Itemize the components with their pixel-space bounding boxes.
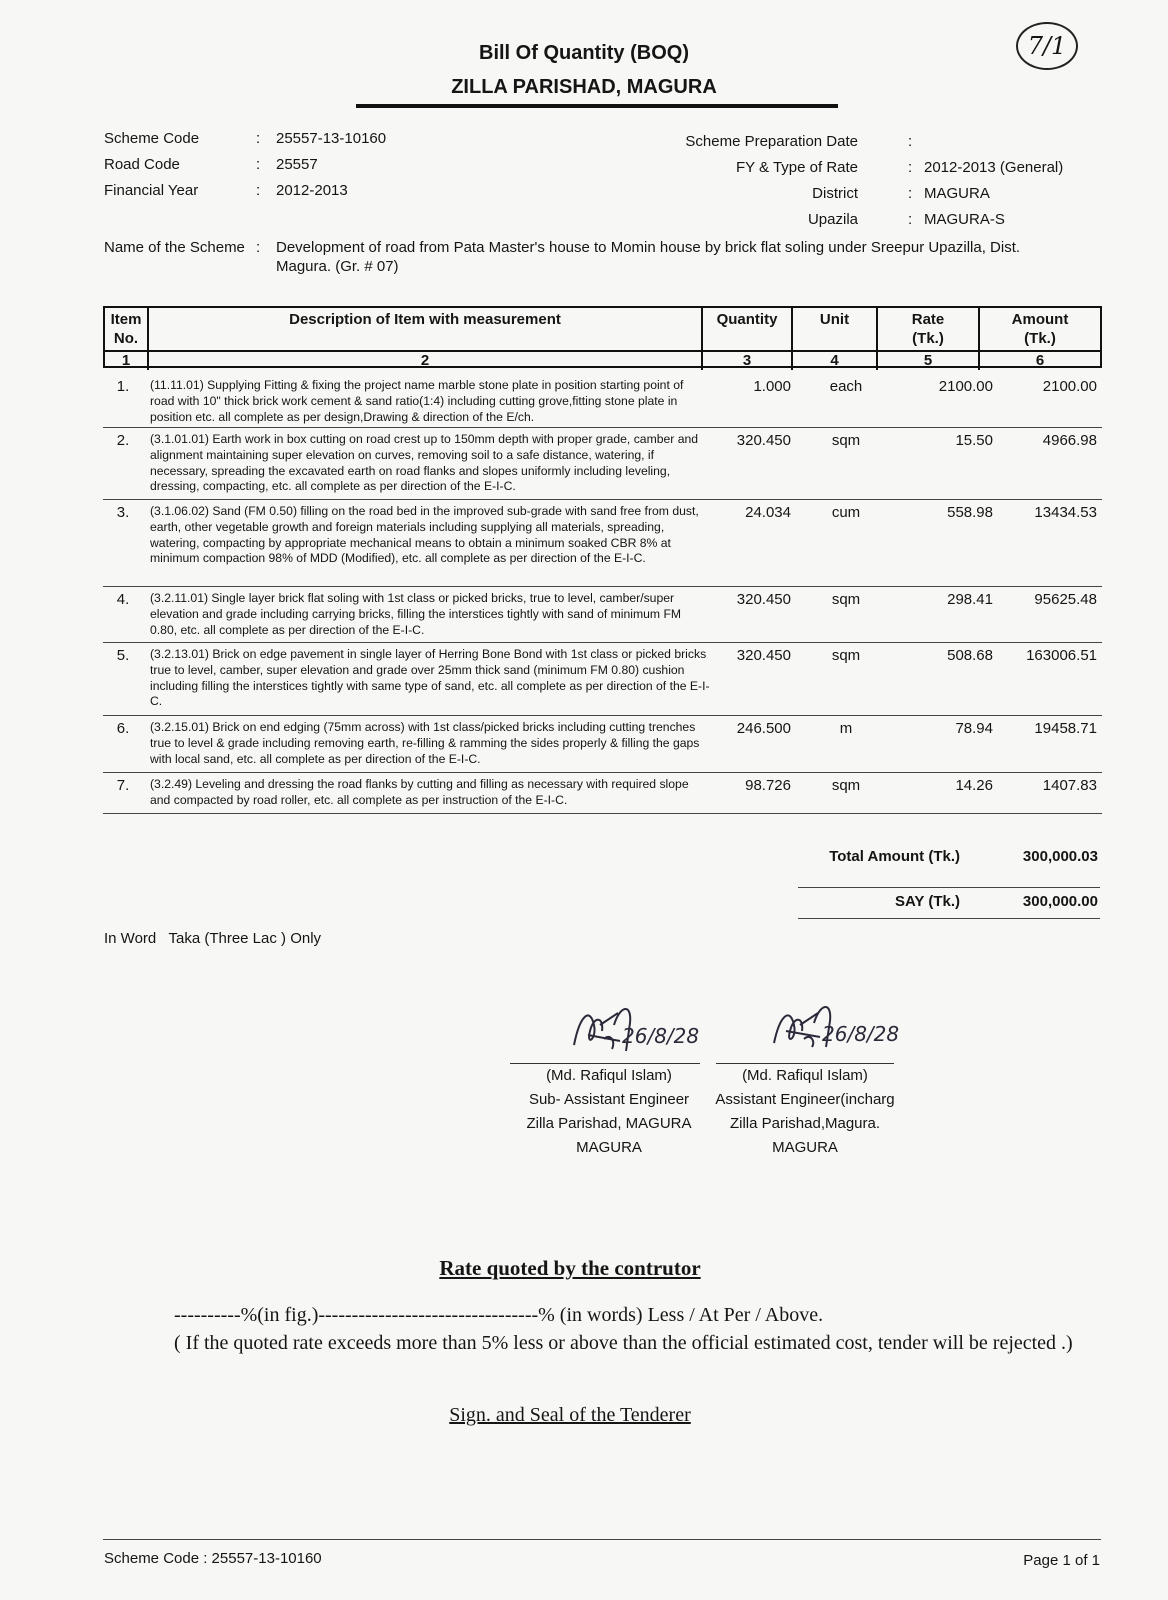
meta-label: District xyxy=(812,185,858,202)
signatory-assistant-engineer xyxy=(705,1064,905,1160)
meta-label: Scheme Code xyxy=(104,130,200,147)
item-quantity: 246.500 xyxy=(736,720,791,737)
signatory-name: (Md. Rafiqul Islam) xyxy=(742,1067,868,1084)
item-description: (3.1.06.02) Sand (FM 0.50) filling on the road bed in the improved sub-grade with sand free from dust, earth, other vegetable growth and foreign materials including supplying all materials, spreading, watering, compacting by appropriate mechanical means to obtain a minimum soaked CBR 8% at minimum compaction 98% of MDD (Modified), etc. all complete as per direction of the E-I-C. xyxy=(150,504,699,566)
page-mark: 7/1 xyxy=(1016,22,1078,70)
column-number: 3 xyxy=(703,352,793,370)
in-word-value: Taka (Three Lac ) Only xyxy=(168,930,322,947)
item-no: 4. xyxy=(116,591,130,608)
header-unit: Unit xyxy=(793,308,878,350)
meta-colon: : xyxy=(256,130,261,147)
signatory-title: Assistant Engineer(incharg xyxy=(715,1091,895,1108)
item-quantity: 320.450 xyxy=(736,591,791,608)
item-unit: sqm xyxy=(831,591,861,608)
signatory-name: (Md. Rafiqul Islam) xyxy=(546,1067,672,1084)
item-description: (11.11.01) Supplying Fitting & fixing the project name marble stone plate in position starting point of road with 10" thick brick work cement & sand ratio(1:4) including cutting grove,fitting stone plate in position etc. all complete as per design,Drawing & direction of the E/ch. xyxy=(150,378,684,424)
item-quantity: 1.000 xyxy=(753,378,791,395)
item-unit: sqm xyxy=(831,777,861,794)
rate-quote-title: Rate quoted by the contrutor xyxy=(439,1256,701,1280)
header-item-no: Item No. xyxy=(105,308,149,350)
item-description: (3.2.11.01) Single layer brick flat soling with 1st class or picked bricks, true to level, camber/super elevation and grade including carrying bricks, filling the interstices tightly with sand of minimum FM 0.80, etc. all complete as per direction of the E-I-C. xyxy=(150,591,682,637)
meta-colon: : xyxy=(908,211,913,228)
scheme-code-value: 25557-13-10160 xyxy=(276,130,387,147)
table-row xyxy=(103,374,1102,428)
item-no: 5. xyxy=(116,647,130,664)
meta-label: Scheme Preparation Date xyxy=(685,133,858,150)
document-title: Bill Of Quantity (BOQ) xyxy=(479,42,689,64)
item-rate: 14.26 xyxy=(955,777,993,794)
item-rate: 508.68 xyxy=(947,647,993,664)
district-value: MAGURA xyxy=(924,185,990,202)
table-row xyxy=(103,643,1102,716)
column-number: 2 xyxy=(149,352,703,370)
fy-rate-value: 2012-2013 (General) xyxy=(924,159,1064,176)
meta-left xyxy=(104,130,504,210)
header-amount: Amount (Tk.) xyxy=(1011,311,1069,347)
signatory-sub-assistant-engineer xyxy=(509,1064,709,1160)
item-quantity: 320.450 xyxy=(736,432,791,449)
item-unit: sqm xyxy=(831,432,861,449)
total-amount-value: 300,000.03 xyxy=(1022,848,1098,865)
table-row xyxy=(103,587,1102,643)
item-no: 3. xyxy=(116,504,130,521)
footer-page-number: Page 1 of 1 xyxy=(1023,1552,1100,1569)
signatory-org: Zilla Parishad,Magura. xyxy=(729,1115,881,1132)
meta-label: Financial Year xyxy=(104,182,199,199)
financial-year-value: 2012-2013 xyxy=(276,182,348,199)
column-number: 4 xyxy=(793,352,878,370)
table-row xyxy=(103,716,1102,773)
item-no: 6. xyxy=(116,720,130,737)
item-quantity: 320.450 xyxy=(736,647,791,664)
item-description: (3.2.15.01) Brick on end edging (75mm across) with 1st class/picked bricks including cutting trenches true to level & grade including removing earth, re-filling & ramming the sides properly & filling the gaps with local sand, etc. all complete as per direction of the E-I-C. xyxy=(150,720,700,766)
signature-1 xyxy=(560,995,710,1060)
item-quantity: 24.034 xyxy=(745,504,791,521)
column-number-row xyxy=(105,350,1100,370)
signatory-place: MAGURA xyxy=(576,1139,642,1156)
tenderer-sign-label: Sign. and Seal of the Tenderer xyxy=(449,1404,691,1426)
item-amount: 95625.48 xyxy=(1034,591,1097,608)
meta-right xyxy=(660,133,1100,243)
item-quantity: 98.726 xyxy=(745,777,791,794)
amount-in-words xyxy=(104,930,504,947)
scheme-name-value: Development of road from Pata Master's house to Momin house by brick flat soling under Sreepur Upazilla, Dist. Magura. (Gr. # 07) xyxy=(276,239,1021,275)
column-number: 5 xyxy=(878,352,980,370)
item-amount: 4966.98 xyxy=(1042,432,1097,449)
item-amount: 2100.00 xyxy=(1042,378,1097,395)
item-rate: 78.94 xyxy=(955,720,993,737)
say-divider xyxy=(798,918,1100,919)
footer-rule xyxy=(103,1539,1101,1540)
footer-scheme-code: Scheme Code : 25557-13-10160 xyxy=(104,1550,322,1567)
say-value: 300,000.00 xyxy=(1022,893,1098,910)
item-unit: cum xyxy=(831,504,861,521)
title-underline xyxy=(356,104,838,108)
signatory-org: Zilla Parishad, MAGURA xyxy=(526,1115,692,1132)
item-unit: m xyxy=(839,720,853,737)
total-amount-label: Total Amount (Tk.) xyxy=(829,848,960,865)
table-row xyxy=(103,773,1102,814)
total-divider xyxy=(798,887,1100,888)
table-row xyxy=(103,428,1102,500)
item-amount: 1407.83 xyxy=(1042,777,1097,794)
item-amount: 19458.71 xyxy=(1034,720,1097,737)
scheme-name xyxy=(104,238,1064,282)
signature-date: 26/8/28 xyxy=(822,1022,900,1046)
signature-2 xyxy=(760,995,910,1060)
signatory-title: Sub- Assistant Engineer xyxy=(528,1091,690,1108)
item-rate: 298.41 xyxy=(947,591,993,608)
item-no: 7. xyxy=(116,777,130,794)
meta-colon: : xyxy=(908,133,913,150)
document-subtitle: ZILLA PARISHAD, MAGURA xyxy=(451,76,717,98)
meta-colon: : xyxy=(256,239,261,256)
rate-quote-note: ( If the quoted rate exceeds more than 5% less or above than the official estimated cost, tender will be rejected .) xyxy=(174,1332,1073,1354)
scheme-name-label: Name of the Scheme xyxy=(104,239,245,256)
item-unit: sqm xyxy=(831,647,861,664)
item-rate: 2100.00 xyxy=(938,378,993,395)
item-amount: 13434.53 xyxy=(1034,504,1097,521)
meta-colon: : xyxy=(256,182,261,199)
table-row xyxy=(103,500,1102,587)
item-rate: 15.50 xyxy=(955,432,993,449)
road-code-value: 25557 xyxy=(276,156,318,173)
signatory-place: MAGURA xyxy=(772,1139,838,1156)
item-rate: 558.98 xyxy=(947,504,993,521)
meta-colon: : xyxy=(908,159,913,176)
header-rate: Rate (Tk.) xyxy=(878,308,980,350)
say-label: SAY (Tk.) xyxy=(894,893,960,910)
boq-table xyxy=(103,306,1102,826)
meta-label: FY & Type of Rate xyxy=(735,159,858,176)
item-description: (3.2.49) Leveling and dressing the road flanks by cutting and filling as necessary with required slope and compacted by road roller, etc. all complete as per instruction of the E-I-C. xyxy=(150,777,689,807)
meta-label: Upazila xyxy=(807,211,858,228)
header-description: Description of Item with measurement xyxy=(149,308,703,350)
signature-date: 26/8/28 xyxy=(622,1024,700,1048)
in-word-label: In Word xyxy=(104,930,157,947)
item-amount: 163006.51 xyxy=(1026,647,1097,664)
column-number: 1 xyxy=(105,352,149,370)
item-description: (3.2.13.01) Brick on edge pavement in single layer of Herring Bone Bond with 1st class or picked bricks true to level, camber, super elevation and grade over 25mm thick sand (minimum FM 0.80) cushion including filling the interstices tightly with same type of sand, etc. all complete as per direction of the E-I-C. xyxy=(150,647,710,709)
item-no: 1. xyxy=(116,378,130,395)
item-no: 2. xyxy=(116,432,130,449)
column-number: 6 xyxy=(1035,352,1045,369)
header-quantity: Quantity xyxy=(703,308,793,350)
meta-colon: : xyxy=(256,156,261,173)
meta-colon: : xyxy=(908,185,913,202)
table-header xyxy=(103,306,1102,368)
item-description: (3.1.01.01) Earth work in box cutting on road crest up to 150mm depth with proper grade, camber and alignment maintaining super elevation on curves, removing soil to a safe distance, watering, if necessary, spreading the excavated earth on road flanks and slopes uniformly including leveling, dressing, compacting, etc. all complete as per direction of the E-I-C. xyxy=(150,432,699,494)
upazila-value: MAGURA-S xyxy=(924,211,1005,228)
item-unit: each xyxy=(829,378,863,395)
rate-quote-line: ----------%(in fig.)---------------------------------% (in words) Less / At Per / Above. xyxy=(174,1304,824,1326)
meta-label: Road Code xyxy=(104,156,180,173)
